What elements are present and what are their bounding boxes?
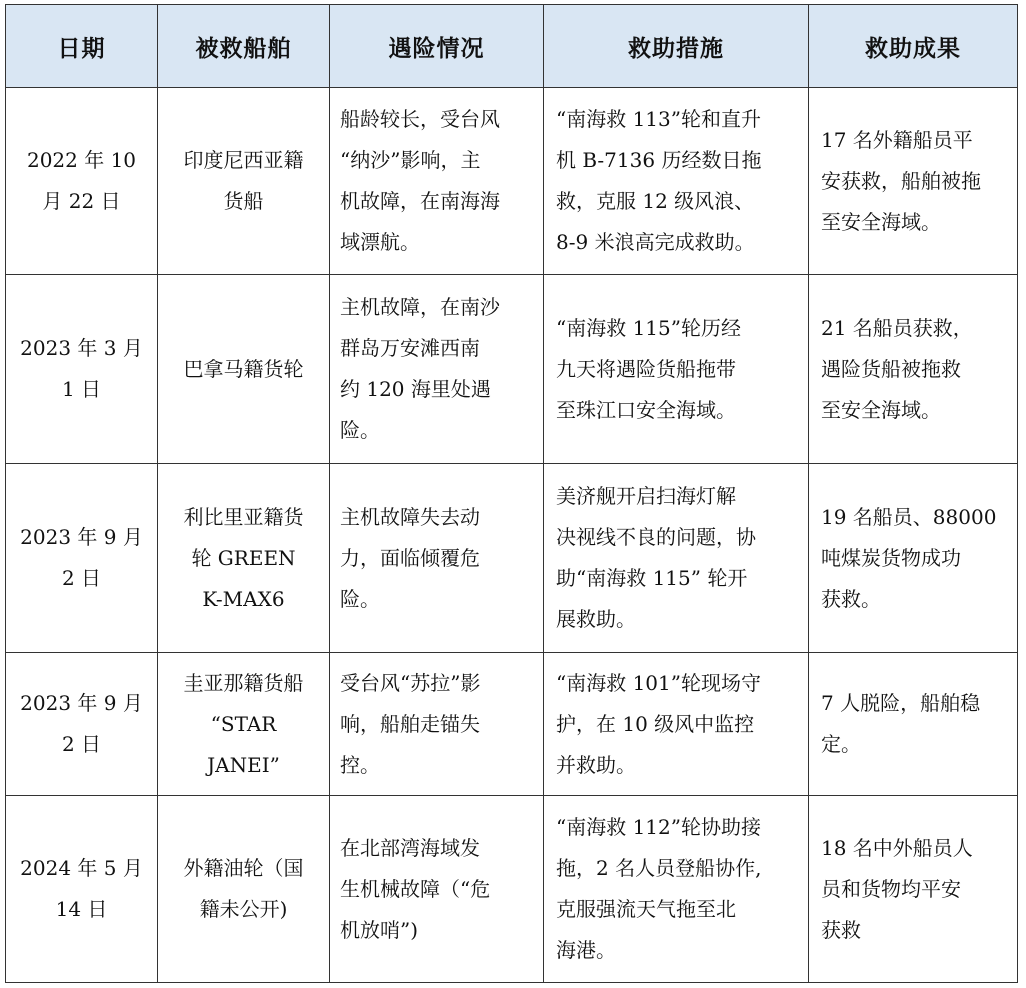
cell-ship	[158, 88, 330, 275]
cell-situation	[330, 464, 544, 653]
result-text: 21 名船员获救， 遇险货船被拖救 至安全海域。	[821, 315, 973, 422]
cell-measures	[544, 796, 809, 983]
cell-result	[809, 275, 1018, 464]
cell-date	[6, 653, 158, 796]
result-text: 19 名船员、88000 吨煤炭货物成功 获救。	[821, 504, 997, 611]
cell-result	[809, 653, 1018, 796]
cell-situation	[330, 796, 544, 983]
measures-text: 美济舰开启扫海灯解 决视线不良的问题，协 助“南海救 115” 轮开 展救助。	[556, 484, 756, 631]
rescue-records-table	[5, 4, 1018, 983]
table-row	[6, 88, 1018, 275]
cell-ship	[158, 464, 330, 653]
situation-text: 受台风“苏拉”影 响，船舶走锚失 控。	[340, 670, 481, 777]
cell-result	[809, 464, 1018, 653]
measures-text: “南海救 101”轮现场守 护，在 10 级风中监控 并救助。	[556, 670, 761, 777]
cell-ship	[158, 796, 330, 983]
table-row	[6, 653, 1018, 796]
cell-situation	[330, 275, 544, 464]
cell-measures	[544, 88, 809, 275]
table-row	[6, 464, 1018, 653]
cell-measures	[544, 464, 809, 653]
cell-date	[6, 796, 158, 983]
cell-result	[809, 88, 1018, 275]
measures-text: “南海救 112”轮协助接 拖，2 名人员登船协作, 克服强流天气拖至北 海港。	[556, 815, 762, 962]
ship-text: 巴拿马籍货轮	[183, 356, 304, 381]
cell-date	[6, 464, 158, 653]
table-row	[6, 275, 1018, 464]
header-date: 日期	[6, 5, 158, 88]
header-rescue-measures: 救助措施	[544, 5, 809, 88]
cell-ship	[158, 275, 330, 464]
header-distress-situation: 遇险情况	[330, 5, 544, 88]
ship-text: 印度尼西亚籍 货船	[183, 148, 304, 213]
cell-situation	[330, 88, 544, 275]
situation-text: 主机故障失去动 力，面临倾覆危 险。	[340, 504, 480, 611]
situation-text: 船龄较长，受台风 “纳沙”影响，主 机故障，在南海海 域漂航。	[340, 107, 500, 254]
measures-text: “南海救 113”轮和直升 机 B-7136 历经数日拖 救，克服 12 级风浪、 8-9 米浪高完成救助。	[556, 107, 762, 254]
date-text: 2022 年 10 月 22 日	[26, 148, 137, 213]
cell-date	[6, 275, 158, 464]
header-rescue-result: 救助成果	[809, 5, 1018, 88]
date-text: 2023 年 9 月 2 日	[20, 525, 143, 590]
result-text: 17 名外籍船员平 安获救，船舶被拖 至安全海域。	[821, 127, 981, 234]
situation-text: 在北部湾海域发 生机械故障（“危 机放哨”)	[340, 835, 491, 942]
header-row	[6, 5, 1018, 88]
cell-result	[809, 796, 1018, 983]
cell-measures	[544, 653, 809, 796]
date-text: 2023 年 3 月 1 日	[20, 336, 143, 401]
cell-measures	[544, 275, 809, 464]
result-text: 18 名中外船员人 员和货物均平安 获救	[821, 835, 973, 942]
result-text: 7 人脱险，船舶稳 定。	[821, 691, 981, 756]
cell-situation	[330, 653, 544, 796]
ship-text: 外籍油轮（国 籍未公开)	[183, 856, 304, 921]
date-text: 2024 年 5 月 14 日	[20, 856, 143, 921]
cell-date	[6, 88, 158, 275]
cell-ship	[158, 653, 330, 796]
table-row	[6, 796, 1018, 983]
measures-text: “南海救 115”轮历经 九天将遇险货船拖带 至珠江口安全海域。	[556, 315, 741, 422]
header-rescued-ship: 被救船舶	[158, 5, 330, 88]
ship-text: 利比里亚籍货 轮 GREEN K-MAX6	[183, 504, 304, 611]
date-text: 2023 年 9 月 2 日	[20, 691, 143, 756]
situation-text: 主机故障，在南沙 群岛万安滩西南 约 120 海里处遇 险。	[340, 295, 500, 442]
ship-text: 圭亚那籍货船 “STAR JANEI”	[183, 670, 304, 777]
